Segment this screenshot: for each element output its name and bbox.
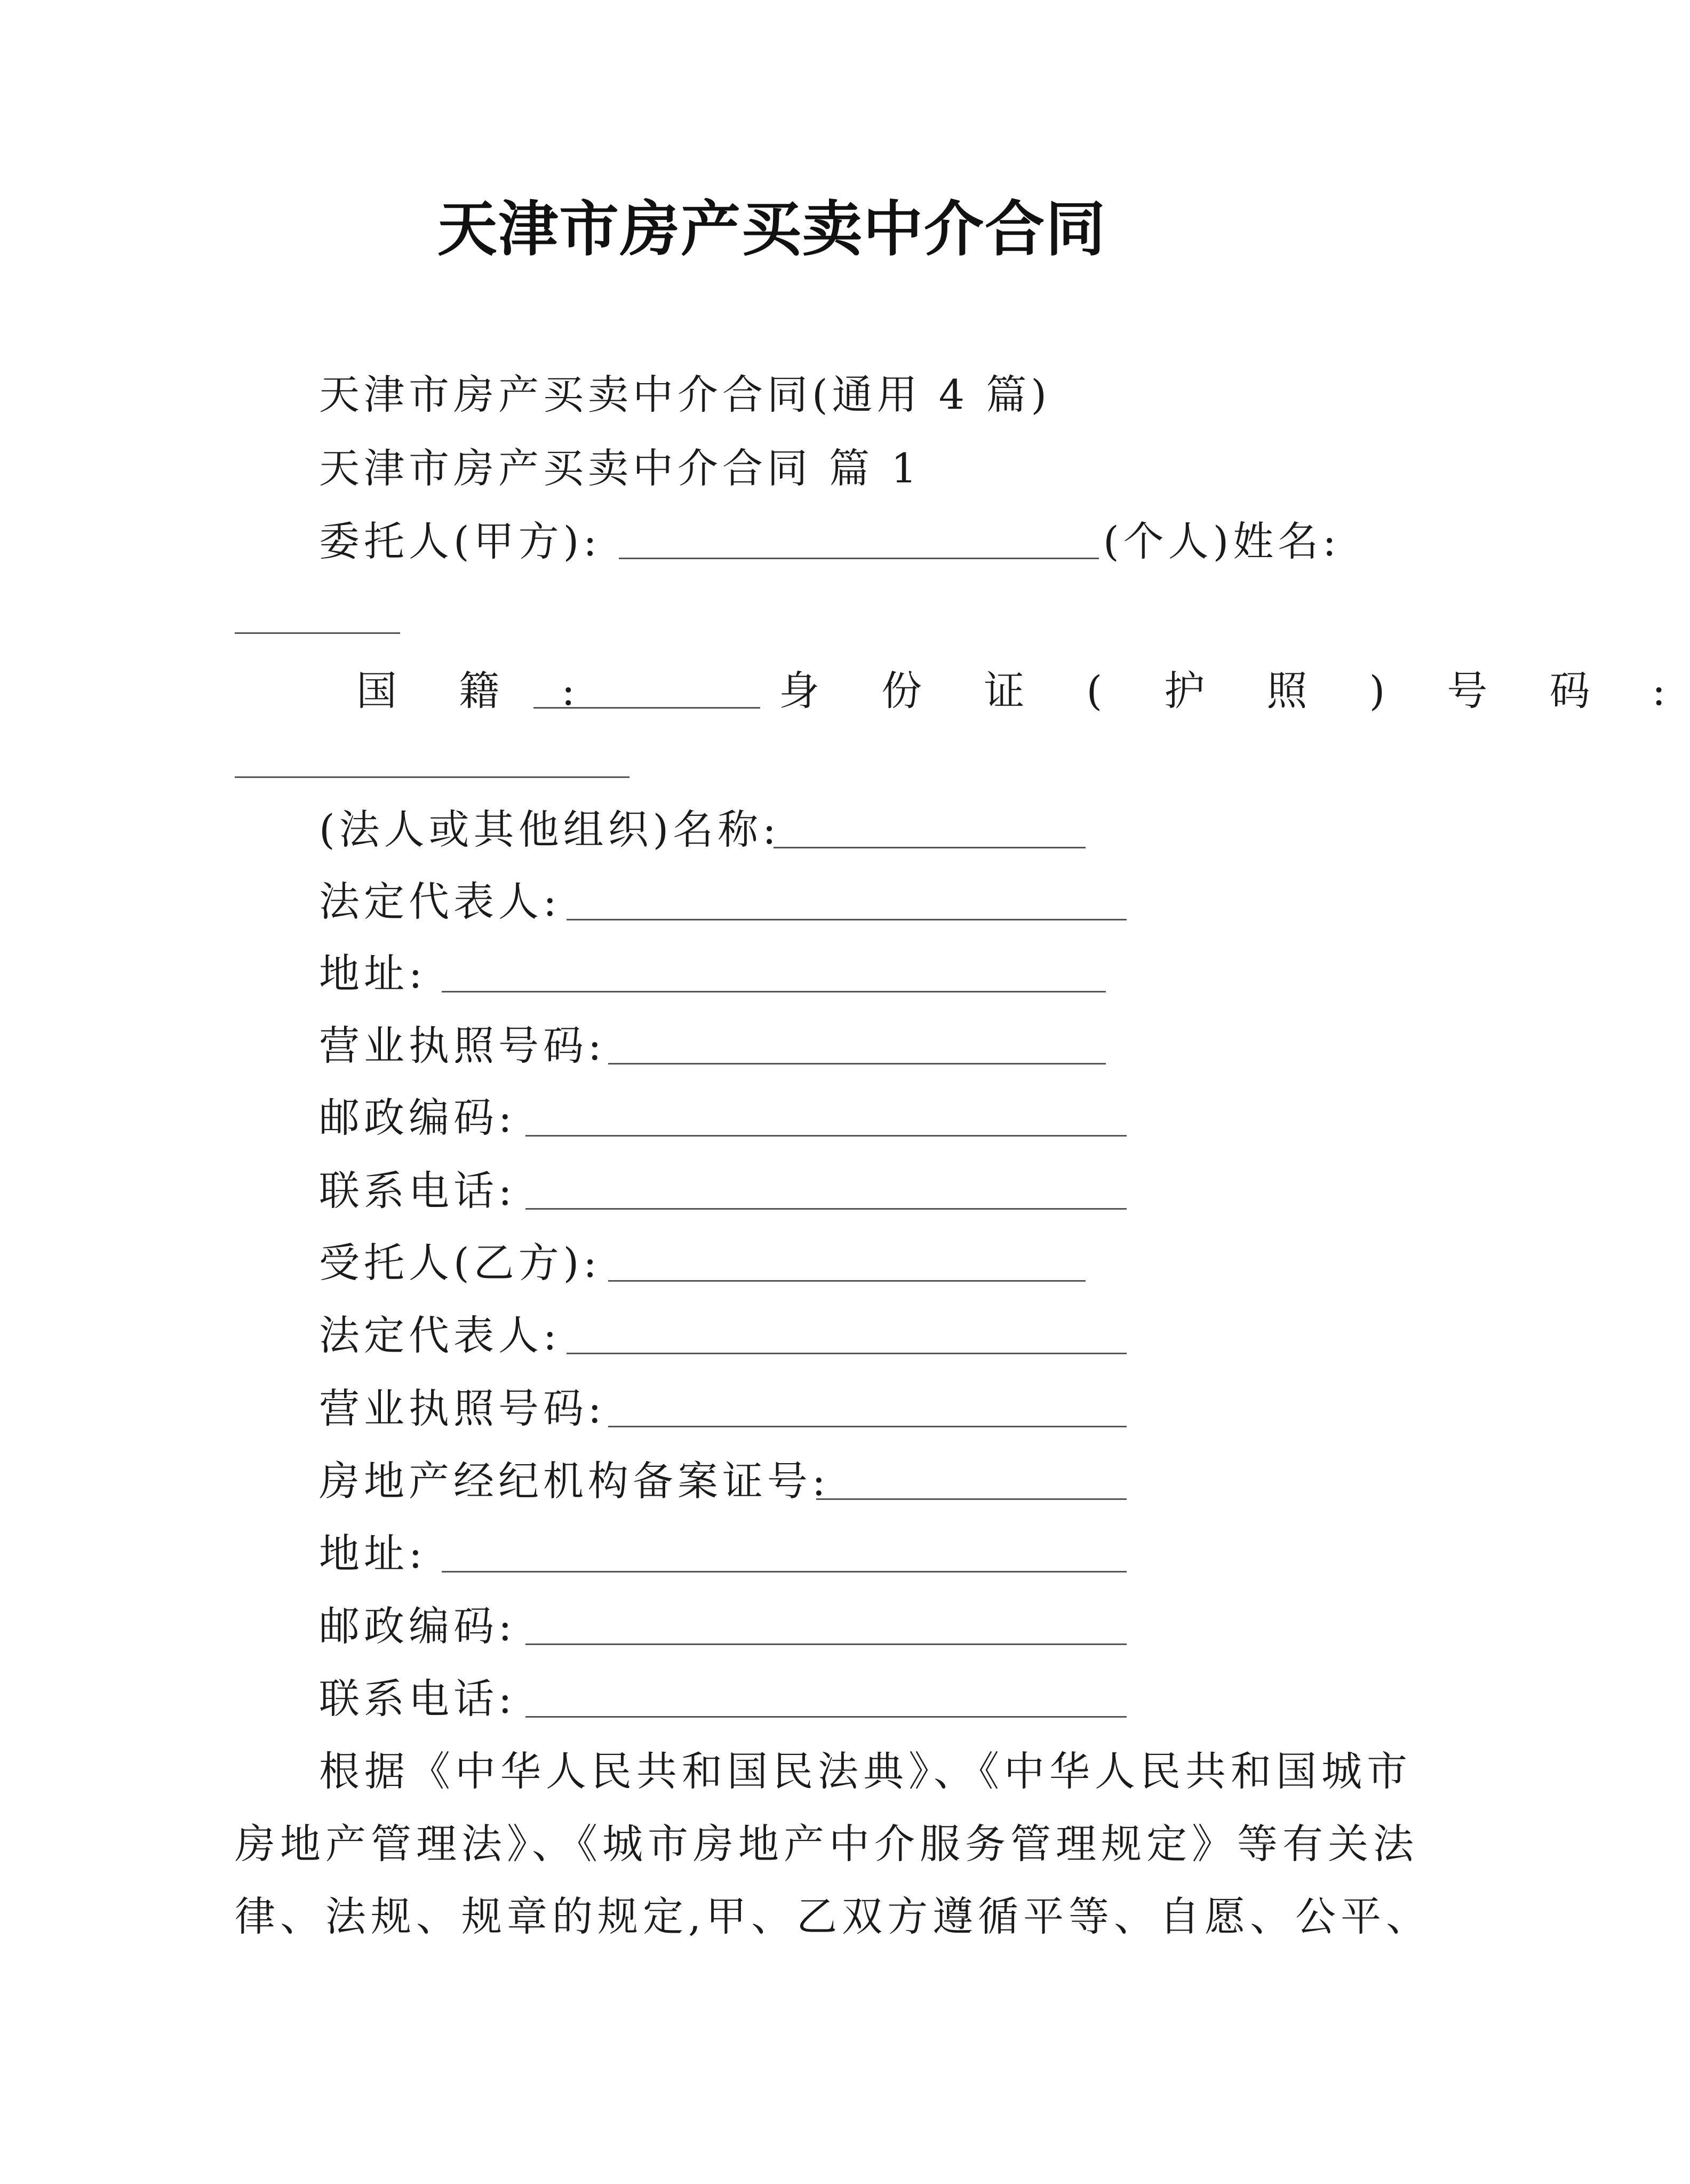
org-name-blank[interactable] xyxy=(774,847,1086,848)
address-blank-b[interactable] xyxy=(442,1571,1127,1573)
agent-label: 受托人(乙方): xyxy=(319,1239,601,1286)
agent-blank[interactable] xyxy=(608,1280,1086,1282)
license-blank-b[interactable] xyxy=(608,1426,1127,1427)
postcode-blank-a[interactable] xyxy=(525,1135,1127,1137)
legal-rep-blank-b[interactable] xyxy=(567,1353,1127,1354)
license-label-b: 营业执照号码: xyxy=(319,1385,606,1432)
body-line-2: 房地产管理法》、《城市房地产中介服务管理规定》等有关法 xyxy=(235,1820,1418,1868)
postcode-blank-b[interactable] xyxy=(525,1643,1127,1645)
postcode-label-b: 邮政编码: xyxy=(319,1602,516,1650)
body-line-1: 根据《中华人民共和国民法典》、《中华人民共和国城市 xyxy=(319,1748,1412,1795)
filing-blank[interactable] xyxy=(816,1498,1127,1500)
section-heading: 天津市房产买卖中介合同 篇 1 xyxy=(319,444,921,492)
phone-label-b: 联系电话: xyxy=(319,1675,516,1722)
org-name-label: (法人或其他组织)名称: xyxy=(319,806,780,853)
id-label: 身 份 证 ( 护 照 ) 号 码 : xyxy=(779,667,1690,714)
address-label-b: 地址: xyxy=(319,1530,427,1577)
personal-name-blank[interactable] xyxy=(235,632,400,634)
address-blank-a[interactable] xyxy=(442,991,1106,992)
legal-rep-label-a: 法定代表人: xyxy=(319,878,561,925)
nationality-label: 国 籍 : xyxy=(356,667,600,714)
address-label-a: 地址: xyxy=(319,950,427,997)
phone-label-a: 联系电话: xyxy=(319,1167,516,1214)
client-label: 委托人(甲方): xyxy=(319,518,601,565)
subtitle: 天津市房产买卖中介合同(通用 4 篇) xyxy=(319,371,1051,418)
phone-blank-a[interactable] xyxy=(525,1208,1127,1210)
license-blank-a[interactable] xyxy=(608,1063,1106,1065)
legal-rep-label-b: 法定代表人: xyxy=(319,1312,561,1359)
personal-name-label: (个人)姓名: xyxy=(1103,518,1341,565)
phone-blank-b[interactable] xyxy=(525,1716,1127,1718)
filing-label: 房地产经纪机构备案证号: xyxy=(319,1457,830,1505)
client-blank[interactable] xyxy=(619,558,1099,559)
document-title: 天津市房产买卖中介合同 xyxy=(437,194,1106,264)
id-number-blank[interactable] xyxy=(235,776,629,778)
legal-rep-blank-a[interactable] xyxy=(567,919,1127,920)
postcode-label-a: 邮政编码: xyxy=(319,1094,516,1141)
nationality-blank[interactable] xyxy=(533,707,760,709)
license-label-a: 营业执照号码: xyxy=(319,1022,606,1069)
body-line-3: 律、法规、规章的规定,甲、乙双方遵循平等、自愿、公平、 xyxy=(235,1893,1432,1940)
